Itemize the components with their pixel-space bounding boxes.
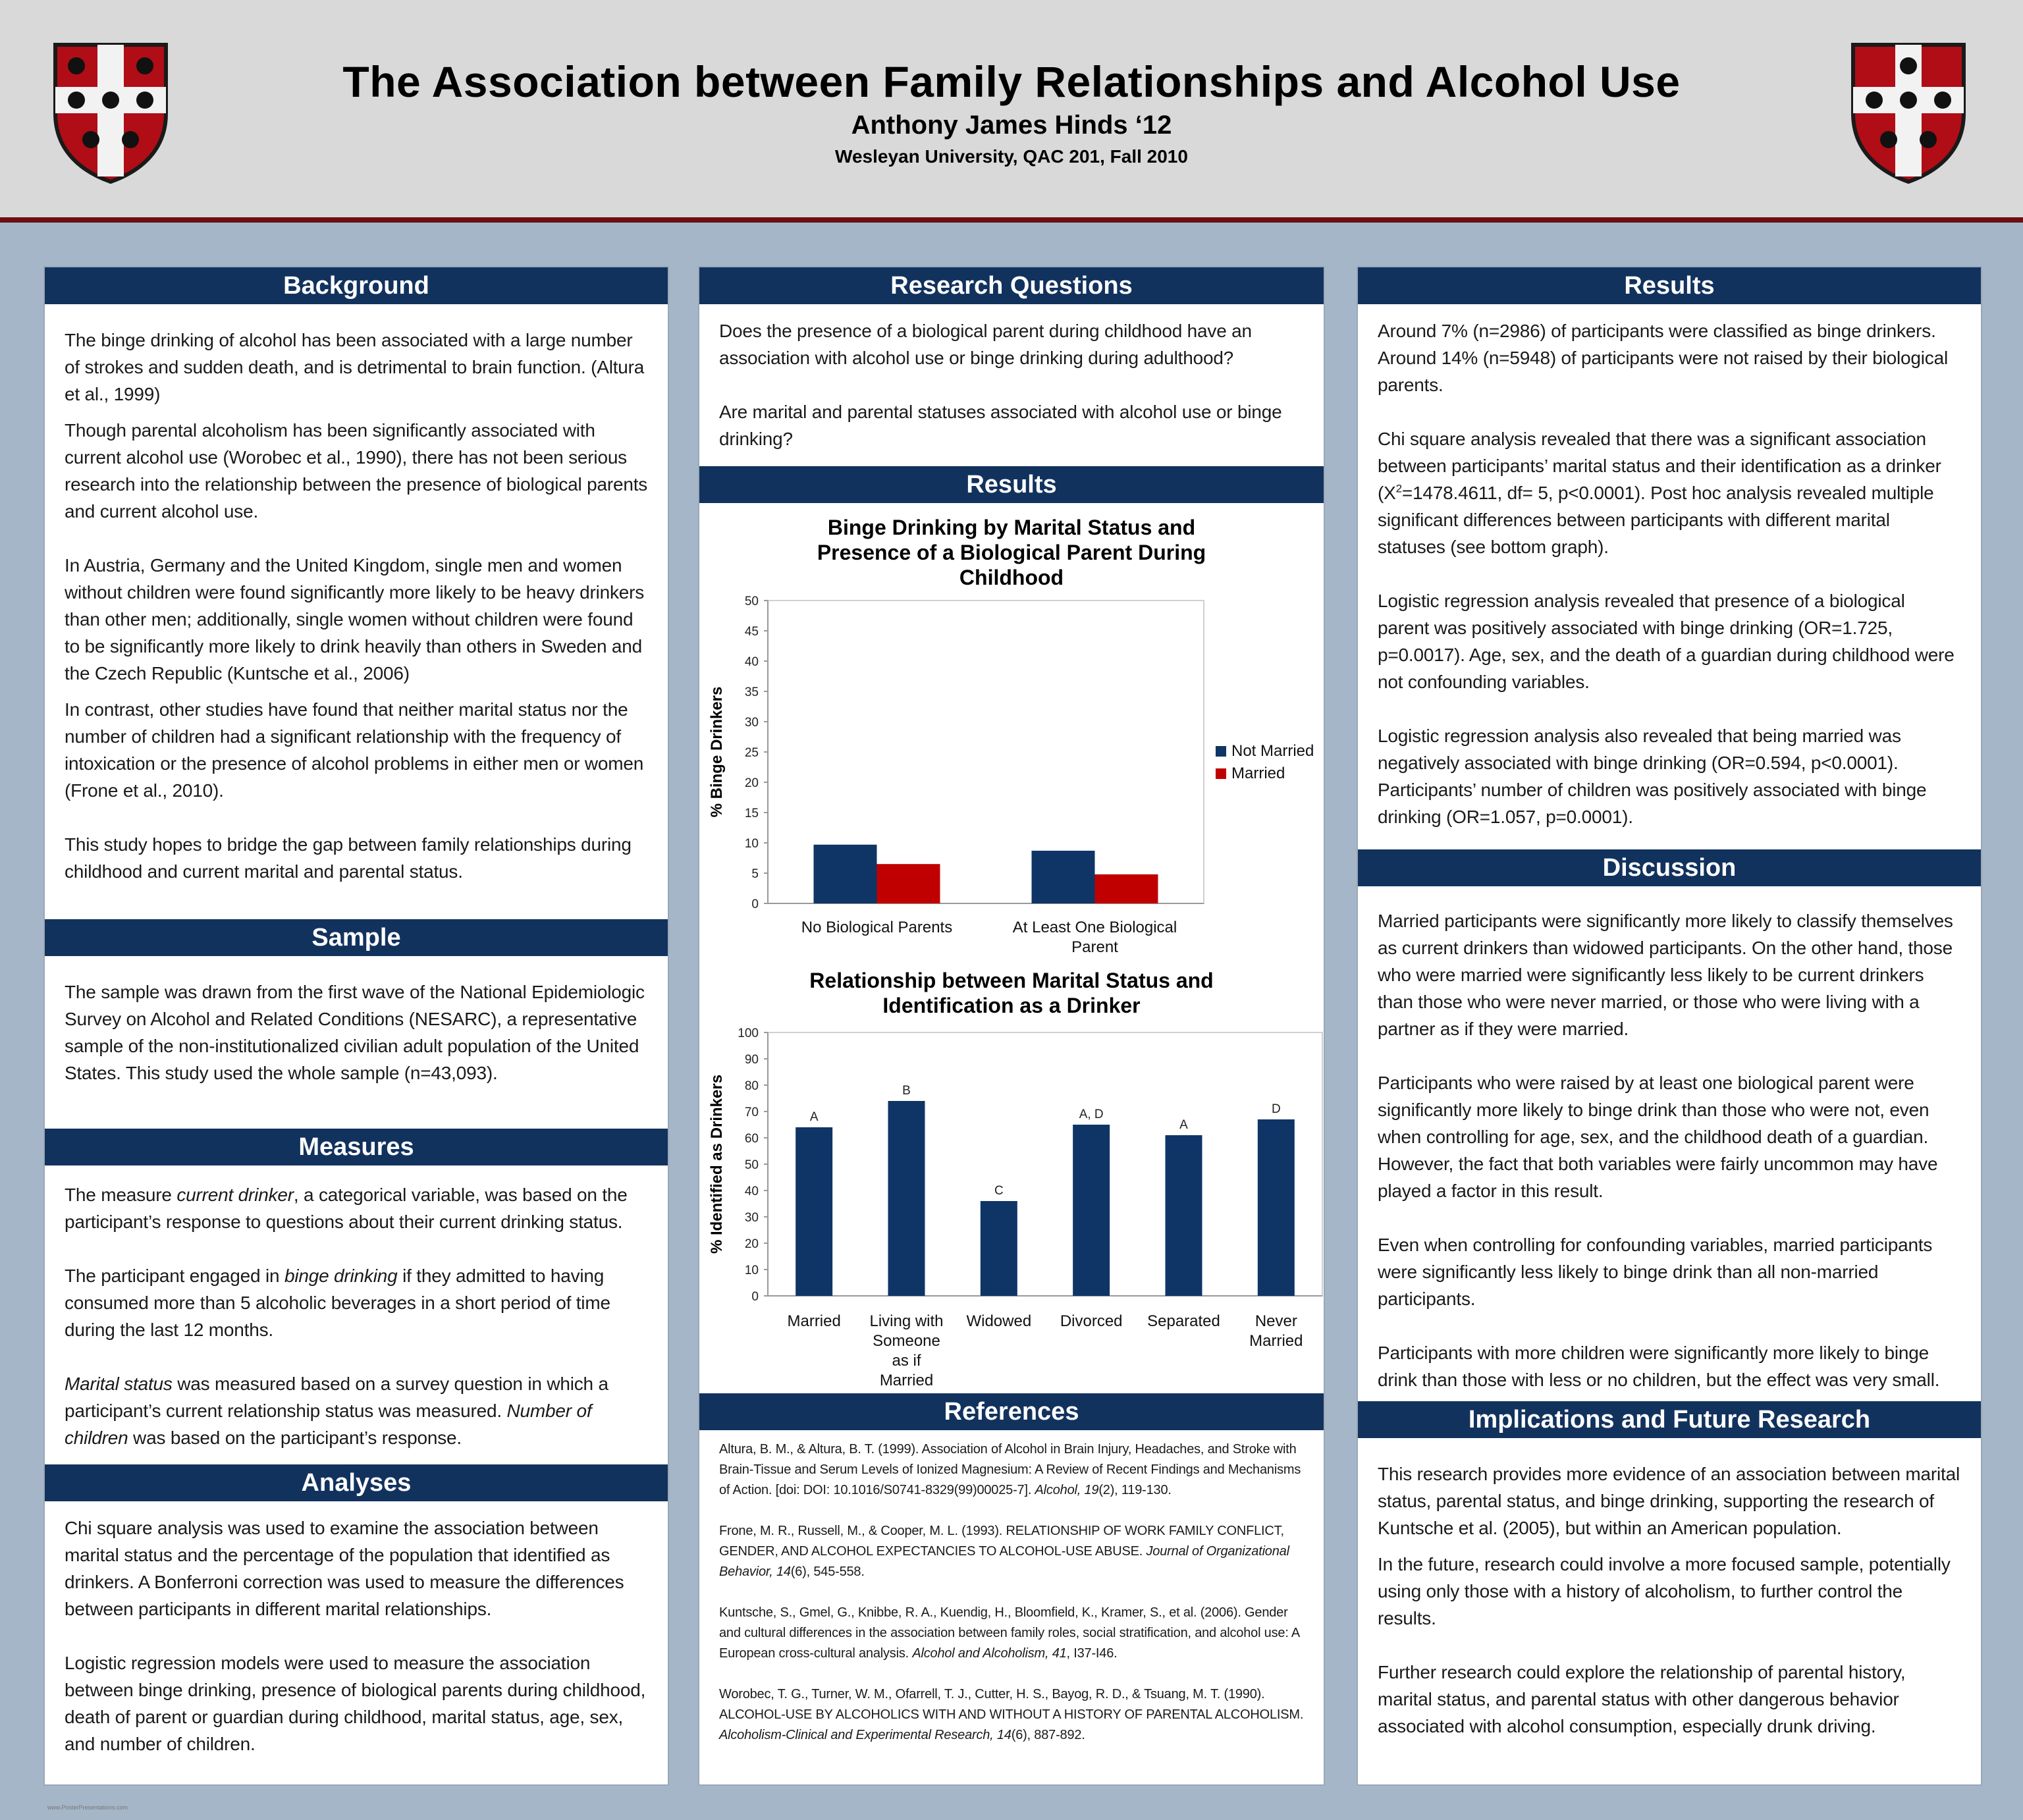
x-category-label: Parent bbox=[1071, 938, 1118, 956]
bar-drinker bbox=[1258, 1119, 1295, 1296]
chart1-title-line: Childhood bbox=[959, 566, 1064, 589]
x-category-label: Separated bbox=[1147, 1312, 1220, 1330]
wesleyan-crest-right bbox=[1849, 41, 1968, 186]
measures-paragraph: The measure current drinker, a categorical variable, was based on the participant’s response to questions about their current drinking status. bbox=[65, 1185, 628, 1232]
chart2-title-line: Identification as a Drinker bbox=[882, 994, 1141, 1017]
discussion-body bbox=[1378, 907, 1961, 1393]
y-tick-label: 20 bbox=[744, 1237, 759, 1251]
discussion-paragraph: Even when controlling for confounding variables, married participants were significantly less likely to binge drink than all non-married participants. bbox=[1378, 1235, 1933, 1309]
bar-drinker bbox=[888, 1101, 925, 1296]
discussion-paragraph: Participants who were raised by at least one biological parent were significantly more likely to binge drink than those who were not, even when controlling for age, sex, and the childhood death of a guardian. However, the fact that both variables were fairly uncommon may have played a factor in this result. bbox=[1378, 1073, 1938, 1201]
y-tick-label: 50 bbox=[744, 595, 759, 608]
background-paragraph: The binge drinking of alcohol has been associated with a large number of strokes and sudden death, and is detrimental to brain function. (Altura et al., 1999) bbox=[65, 330, 645, 404]
bar-drinker bbox=[796, 1127, 832, 1296]
poster-affiliation: Wesleyan University, QAC 201, Fall 2010 bbox=[835, 146, 1188, 167]
research-questions-body bbox=[719, 317, 1304, 452]
x-category-label: Widowed bbox=[966, 1312, 1032, 1330]
bar-married bbox=[1095, 874, 1158, 903]
implications-paragraph: Further research could explore the relationship of parental history, marital status, and parental status with other dangerous behavior associated with alcohol consumption, especially drunk driving. bbox=[1378, 1662, 1906, 1736]
y-tick-label: 100 bbox=[738, 1027, 759, 1040]
footer-note: www.PosterPresentations.com bbox=[47, 1804, 128, 1811]
measures-paragraph: The participant engaged in binge drinking if they admitted to having consumed more than 5 alcoholic beverages in a short period of time during the last 12 months. bbox=[65, 1266, 610, 1340]
legend-swatch bbox=[1216, 746, 1226, 757]
discussion-paragraph: Married participants were significantly more likely to classify themselves as current drinkers than widowed participants. On the other hand, those who were married were significantly less likely to be current drinkers than those who were never married, or those who were living with a partner as if they were married. bbox=[1378, 911, 1953, 1039]
y-tick-label: 30 bbox=[744, 716, 759, 730]
x-category-label: Living with bbox=[869, 1312, 944, 1330]
bar-drinker bbox=[1166, 1135, 1202, 1296]
y-tick-label: 35 bbox=[744, 685, 759, 699]
bar-married bbox=[877, 864, 940, 903]
implications-paragraph: In the future, research could involve a more focused sample, potentially using only those with a history of alcoholism, to further control the results. bbox=[1378, 1554, 1951, 1628]
sample-heading: Sample bbox=[45, 919, 668, 956]
results-paragraph: Chi square analysis revealed that there was a significant association between participants’ marital status and their identification as a drinker ($X^2=1478.4611$, df= 5, p<0.0001). Post hoc analysis revealed multiple significant differences between participants with different marital statuses (see bottom graph). bbox=[1378, 429, 1941, 557]
significance-label: B bbox=[902, 1084, 911, 1098]
measures-heading: Measures bbox=[45, 1129, 668, 1165]
significance-label: A, D bbox=[1079, 1108, 1104, 1121]
discussion-paragraph: Participants with more children were significantly more likely to binge drink than those with less or no children, but the effect was very small. bbox=[1378, 1343, 1940, 1390]
significance-label: C bbox=[994, 1184, 1004, 1198]
bar-not-married bbox=[814, 845, 877, 903]
x-category-label: as if bbox=[892, 1352, 921, 1370]
y-tick-label: 0 bbox=[751, 897, 759, 911]
results-paragraph: Around 7% (n=2986) of participants were classified as binge drinkers. Around 14% (n=5948) of participants were not raised by their biological parents. bbox=[1378, 321, 1948, 395]
y-tick-label: 0 bbox=[751, 1290, 759, 1304]
significance-label: A bbox=[1179, 1118, 1188, 1132]
background-paragraph: In contrast, other studies have found that neither marital status nor the number of children had a significant relationship with the frequency of intoxication or the presence of alcohol problems in either men or women (Frone et al., 2010). bbox=[65, 699, 644, 801]
chart2-title bbox=[699, 968, 1324, 1018]
bar-drinker bbox=[981, 1201, 1017, 1296]
reference-entry: Frone, M. R., Russell, M., & Cooper, M. L. (1993). RELATIONSHIP OF WORK FAMILY CONFLICT, GENDER, AND ALCOHOL EXPECTANCIES TO ALCOHOL-USE ABUSE. Journal of Organizational Behavior, 14(6), 545-558. bbox=[719, 1524, 1289, 1579]
legend-label: Married bbox=[1231, 764, 1285, 782]
y-tick-label: 10 bbox=[744, 837, 759, 851]
analyses-paragraph: Chi square analysis was used to examine the association between marital status and the percentage of the population that identified as drinkers. A Bonferroni correction was used to measure the differences between participants in different marital relationships. bbox=[65, 1518, 624, 1619]
y-tick-label: 40 bbox=[744, 655, 759, 669]
y-axis-label: % Binge Drinkers bbox=[708, 686, 726, 818]
y-tick-label: 40 bbox=[744, 1185, 759, 1198]
plot-area bbox=[768, 1032, 1322, 1296]
discussion-heading: Discussion bbox=[1358, 849, 1981, 886]
chart1-title bbox=[699, 515, 1324, 590]
bar-not-married bbox=[1032, 851, 1095, 903]
chart1-title-line: Binge Drinking by Marital Status and bbox=[827, 516, 1196, 539]
implications-paragraph: This research provides more evidence of an association between marital status, parental status, and binge drinking, supporting the research of Kuntsche et al. (2005), but within an American population. bbox=[1378, 1464, 1960, 1538]
background-heading: Background bbox=[45, 267, 668, 304]
poster-title: The Association between Family Relationships and Alcohol Use bbox=[342, 57, 1681, 106]
y-tick-label: 70 bbox=[744, 1106, 759, 1119]
reference-entry: Kuntsche, S., Gmel, G., Knibbe, R. A., Kuendig, H., Bloomfield, K., Kramer, S., et al. (2006). Gender and cultural differences in the association between family roles, social stratification, and alcohol use: A European cross-cultural analysis. Alcohol and Alcoholism, 41, I37-I46. bbox=[719, 1605, 1299, 1661]
implications-heading: Implications and Future Research bbox=[1358, 1401, 1981, 1438]
y-tick-label: 45 bbox=[744, 625, 759, 639]
y-tick-label: 10 bbox=[744, 1264, 759, 1277]
x-category-label: Never bbox=[1254, 1312, 1297, 1330]
x-category-label: Married bbox=[879, 1372, 934, 1388]
y-tick-label: 20 bbox=[744, 776, 759, 790]
reference-entry: Worobec, T. G., Turner, W. M., Ofarrell, T. J., Cutter, H. S., Bayog, R. D., & Tsuang, M. T. (1990). ALCOHOL-USE BY ALCOHOLICS WITH AND WITHOUT A HISTORY OF PARENTAL ALCOHOLISM. Alcoholism-Clinical and Experimental Research, 14(6), 887-892. bbox=[719, 1687, 1304, 1742]
x-category-label: Married bbox=[787, 1312, 841, 1330]
results-middle-heading: Results bbox=[699, 466, 1324, 503]
significance-label: D bbox=[1271, 1102, 1281, 1116]
y-axis-label: % Identified as Drinkers bbox=[708, 1074, 726, 1254]
results-right-body bbox=[1378, 317, 1961, 830]
binge-drinking-bar-chart bbox=[699, 590, 1324, 959]
y-tick-label: 15 bbox=[744, 807, 759, 820]
results-paragraph: Logistic regression analysis also revealed that being married was negatively associated with binge drinking (OR=0.594, p<0.0001). Participants’ number of children was positively associated with binge drinking (OR=1.057, p=0.0001). bbox=[1378, 726, 1927, 827]
research-questions-heading: Research Questions bbox=[699, 267, 1324, 304]
x-category-label: At Least One Biological bbox=[1012, 919, 1177, 936]
column-left bbox=[43, 266, 669, 1786]
research-question: Does the presence of a biological parent during childhood have an association with alcohol use or binge drinking during adulthood? bbox=[719, 321, 1252, 368]
analyses-body bbox=[65, 1514, 648, 1757]
y-tick-label: 30 bbox=[744, 1211, 759, 1225]
y-tick-label: 5 bbox=[751, 867, 759, 881]
y-tick-label: 25 bbox=[744, 746, 759, 760]
results-paragraph: Logistic regression analysis revealed that presence of a biological parent was positively associated with binge drinking (OR=1.725, p=0.0017). Age, sex, and the death of a guardian during childhood were not confounding variables. bbox=[1378, 591, 1955, 692]
references-body bbox=[719, 1439, 1304, 1746]
y-tick-label: 80 bbox=[744, 1079, 759, 1093]
background-paragraph: Though parental alcoholism has been significantly associated with current alcohol use (Worobec et al., 1990), there has not been serious research into the relationship between the presence of biological parents and current alcohol use. bbox=[65, 420, 648, 522]
x-category-label: Divorced bbox=[1060, 1312, 1123, 1330]
x-category-label: Someone bbox=[873, 1332, 940, 1350]
chart2-title-line: Relationship between Marital Status and bbox=[809, 969, 1214, 992]
x-category-label: Married bbox=[1249, 1332, 1303, 1350]
analyses-paragraph: Logistic regression models were used to measure the association between binge drinking, presence of biological parents during childhood, death of parent or guardian during childhood, marital status, age, sex, and number of children. bbox=[65, 1653, 646, 1754]
background-paragraph: In Austria, Germany and the United Kingdom, single men and women without children were found significantly more likely to be heavy drinkers than other men; additionally, single women without children were found to be significantly more likely to drink heavily than others in Sweden and the Czech Republic (Kuntsche et al., 2006) bbox=[65, 555, 645, 683]
bar-drinker bbox=[1073, 1125, 1110, 1296]
legend-swatch bbox=[1216, 768, 1226, 779]
sample-body bbox=[65, 978, 648, 1086]
significance-label: A bbox=[809, 1110, 819, 1124]
results-right-heading: Results bbox=[1358, 267, 1981, 304]
x-category-label: No Biological Parents bbox=[801, 919, 953, 936]
background-body bbox=[65, 327, 648, 885]
poster-author: Anthony James Hinds ‘12 bbox=[851, 111, 1172, 140]
y-tick-label: 90 bbox=[744, 1053, 759, 1067]
drinker-identification-bar-chart bbox=[699, 1019, 1324, 1388]
column-right bbox=[1357, 266, 1982, 1786]
column-middle bbox=[698, 266, 1325, 1786]
legend-label: Not Married bbox=[1231, 742, 1314, 760]
analyses-heading: Analyses bbox=[45, 1464, 668, 1501]
implications-body bbox=[1378, 1460, 1961, 1740]
reference-entry: Altura, B. M., & Altura, B. T. (1999). Association of Alcohol in Brain Injury, Headaches, and Stroke with Brain-Tissue and Serum Levels of Ionized Magnesium: A Review of Recent Findings and Mechanisms of Action. [doi: DOI: 10.1016/S0741-8329(99)00025-7]. Alcohol, 19(2), 119-130. bbox=[719, 1442, 1301, 1497]
sample-paragraph: The sample was drawn from the first wave of the National Epidemiologic Survey on Alcohol and Related Conditions (NESARC), a representative sample of the non-institutionalized civilian adult population of the United States. This study used the whole sample (n=43,093). bbox=[65, 982, 645, 1083]
references-heading: References bbox=[699, 1393, 1324, 1430]
y-tick-label: 60 bbox=[744, 1132, 759, 1146]
chart1-title-line: Presence of a Biological Parent During bbox=[817, 541, 1206, 564]
background-paragraph: This study hopes to bridge the gap between family relationships during childhood and current marital and parental status. bbox=[65, 834, 632, 882]
poster-header bbox=[0, 0, 2023, 223]
y-tick-label: 50 bbox=[744, 1158, 759, 1172]
research-question: Are marital and parental statuses associated with alcohol use or binge drinking? bbox=[719, 402, 1282, 449]
measures-paragraph: Marital status was measured based on a survey question in which a participant’s current relationship status was measured. Number of children was based on the participant’s response. bbox=[65, 1374, 608, 1448]
measures-body bbox=[65, 1181, 648, 1451]
